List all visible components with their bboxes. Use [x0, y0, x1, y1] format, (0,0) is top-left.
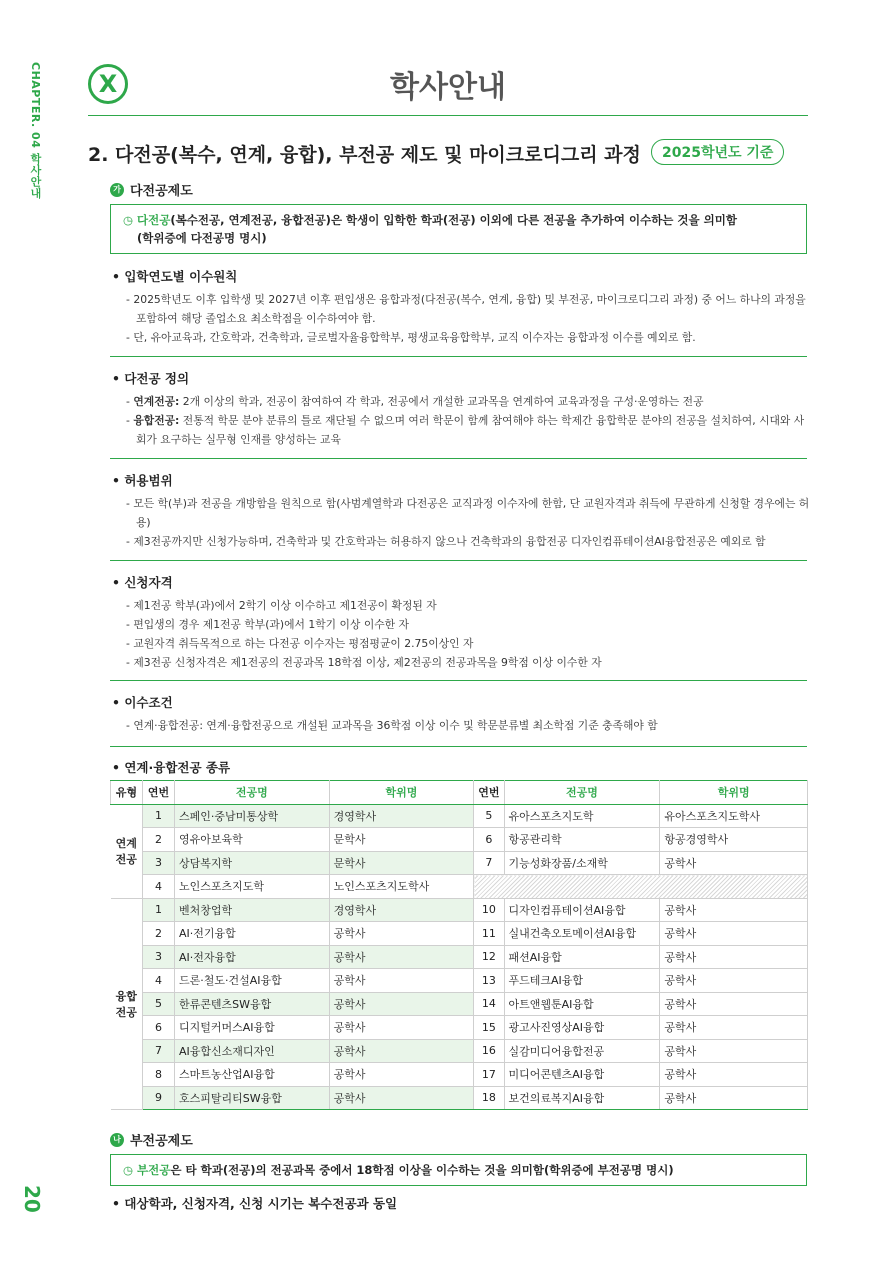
no-cell: 11: [474, 922, 504, 946]
page-header-title: 학사안내: [390, 70, 506, 105]
minor-definition-box: [110, 1154, 807, 1186]
major-cell: 노인스포츠지도학: [174, 875, 329, 899]
linked-definition: - 연계전공: 2개 이상의 학과, 전공이 참여하여 각 학과, 전공에서 개설한 교과목을 연계하여 교육과정을 구성·운영하는 전공: [126, 395, 704, 408]
subsection-heading-b: [110, 1130, 193, 1149]
linked-term: 연계전공:: [133, 395, 180, 408]
major-cell: 광고사진영상AI융합: [504, 1016, 660, 1040]
major-cell: 드론·철도·건설AI융합: [174, 969, 329, 993]
table-row: [111, 828, 808, 852]
major-cell: 디자인컴퓨테이션AI융합: [504, 898, 660, 922]
page-number: 20: [20, 1185, 44, 1213]
table-row: [111, 1039, 808, 1063]
table-row: [111, 804, 808, 828]
no-cell: 18: [474, 1086, 504, 1110]
divider: [110, 560, 807, 561]
degree-cell: 문학사: [329, 828, 474, 852]
clock-icon: ◷: [123, 213, 138, 227]
degree-cell: 공학사: [660, 945, 808, 969]
no-cell: 17: [474, 1063, 504, 1087]
degree-cell: 공학사: [329, 969, 474, 993]
table-row: [111, 875, 808, 899]
major-cell: 실감미디어융합전공: [504, 1039, 660, 1063]
major-cell: 미디어콘텐츠AI융합: [504, 1063, 660, 1087]
major-cell: AI융합신소재디자인: [174, 1039, 329, 1063]
no-cell: 4: [142, 969, 174, 993]
major-cell: 실내건축오토메이션AI융합: [504, 922, 660, 946]
eligibility-body: [126, 596, 811, 672]
chapter-side-label: CHAPTER. 04 학사안내: [29, 62, 42, 199]
clock-icon: ◷: [123, 1163, 138, 1177]
entry-line-1: - 2025학년도 이후 입학생 및 2027년 이후 편입생은 융합과정(다전공(복수, 연계, 융합) 및 부전공, 마이크로디그리 과정) 중 어느 하나의 과정을 포함하여 해당 졸업소요 최소학점을 이수하여야 함.: [126, 293, 806, 325]
major-cell: 기능성화장품/소재학: [504, 851, 660, 875]
no-cell: 5: [474, 804, 504, 828]
no-cell: 9: [142, 1086, 174, 1110]
degree-cell: 문학사: [329, 851, 474, 875]
type-cell: 융합 전공: [111, 898, 143, 1110]
divider: [110, 356, 807, 357]
entry-line-2: - 단, 유아교육과, 간호학과, 건축학과, 글로벌자율융합학부, 평생교육융합학부, 교직 이수자는 융합과정 이수를 예외로 함.: [126, 331, 696, 344]
scope-line-1: - 모든 학(부)과 전공을 개방함을 원칙으로 함(사범계열학과 다전공은 교직과정 이수자에 한함, 단 교원자격과 취득에 무관하게 신청할 경우에는 허용): [126, 497, 810, 529]
major-cell: 영유아보육학: [174, 828, 329, 852]
fusion-text: 전통적 학문 분야 분류의 틀로 재단될 수 없으며 여러 학문이 함께 참여해야 하는 학제간 융합학문 분야의 전공을 설치하여, 시대와 사회가 요구하는 실무형 인재를 양성하는 교육: [136, 414, 805, 446]
scope-body: [126, 494, 811, 551]
table-row: [111, 992, 808, 1016]
eligibility-heading: • 신청자격: [112, 575, 173, 590]
major-cell: 상담복지학: [174, 851, 329, 875]
multi-major-definition-box: [110, 204, 807, 254]
degree-cell: 공학사: [660, 1063, 808, 1087]
completion-body: [126, 716, 811, 735]
degree-cell: 항공경영학사: [660, 828, 808, 852]
col-degree: 학위명: [660, 781, 808, 805]
table-row: [111, 945, 808, 969]
no-cell: 8: [142, 1063, 174, 1087]
major-cell: 유아스포츠지도학: [504, 804, 660, 828]
major-cell: 보건의료복지AI융합: [504, 1086, 660, 1110]
subsection-title-b: 부전공제도: [130, 1134, 193, 1149]
logo-x-icon: X: [88, 64, 128, 104]
major-cell: 패션AI융합: [504, 945, 660, 969]
degree-cell: 경영학사: [329, 898, 474, 922]
no-cell: 1: [142, 804, 174, 828]
degree-cell: 공학사: [660, 898, 808, 922]
eligibility-line-1: - 제1전공 학부(과)에서 2학기 이상 이수하고 제1전공이 확정된 자: [126, 599, 437, 612]
major-cell: AI·전자융합: [174, 945, 329, 969]
scope-line-2: - 제3전공까지만 신청가능하며, 건축학과 및 간호학과는 허용하지 않으나 건축학과의 융합전공 디자인컴퓨테이션AI융합전공은 예외로 함: [126, 535, 766, 548]
degree-cell: 공학사: [660, 851, 808, 875]
table-row: [111, 851, 808, 875]
year-badge: 2025학년도 기준: [651, 139, 784, 165]
completion-heading: • 이수조건: [112, 695, 173, 710]
col-no: 연번: [474, 781, 504, 805]
degree-cell: 공학사: [660, 969, 808, 993]
no-cell: 3: [142, 945, 174, 969]
table-row: [111, 1086, 808, 1110]
header-divider: [88, 115, 808, 116]
degree-cell: 공학사: [329, 992, 474, 1016]
major-types-heading: • 연계·융합전공 종류: [112, 760, 231, 775]
entry-principle-body: [126, 290, 811, 347]
major-cell: 항공관리학: [504, 828, 660, 852]
col-major: 전공명: [174, 781, 329, 805]
minor-term: 부전공: [137, 1163, 171, 1177]
degree-cell: 공학사: [329, 1086, 474, 1110]
major-cell: 벤처창업학: [174, 898, 329, 922]
subsection-heading-a: [110, 180, 193, 199]
major-cell: 한류콘텐츠SW융합: [174, 992, 329, 1016]
linked-text: 2개 이상의 학과, 전공이 참여하여 각 학과, 전공에서 개설한 교과목을 연계하여 교육과정을 구성·운영하는 전공: [179, 395, 704, 408]
col-degree: 학위명: [329, 781, 474, 805]
table-row: [111, 969, 808, 993]
scope-heading: • 허용범위: [112, 473, 173, 488]
no-cell: 4: [142, 875, 174, 899]
divider: [110, 458, 807, 459]
degree-cell: 공학사: [329, 945, 474, 969]
marker-a-icon: 가: [110, 183, 124, 197]
definition-term: 다전공: [137, 213, 171, 227]
no-cell: 6: [474, 828, 504, 852]
no-cell: 12: [474, 945, 504, 969]
completion-line-1: - 연계·융합전공: 연계·융합전공으로 개설된 교과목을 36학점 이상 이수 및 학문분류별 최소학점 기준 충족해야 함: [126, 719, 658, 732]
no-cell: 10: [474, 898, 504, 922]
entry-principle-heading: • 입학연도별 이수원칙: [112, 269, 238, 284]
col-no: 연번: [142, 781, 174, 805]
no-cell: 2: [142, 828, 174, 852]
degree-cell: 유아스포츠지도학사: [660, 804, 808, 828]
major-cell: 스마트농산업AI융합: [174, 1063, 329, 1087]
degree-cell: 공학사: [660, 1086, 808, 1110]
degree-cell: 공학사: [329, 1039, 474, 1063]
fusion-term: 융합전공:: [133, 414, 180, 427]
col-type: 유형: [111, 781, 143, 805]
type-cell: 연계 전공: [111, 804, 143, 898]
major-cell: 아트앤웹툰AI융합: [504, 992, 660, 1016]
no-cell: 3: [142, 851, 174, 875]
degree-cell: 공학사: [660, 1039, 808, 1063]
table-row: [111, 898, 808, 922]
no-cell: 2: [142, 922, 174, 946]
definition-body: [126, 392, 811, 449]
table-row: [111, 922, 808, 946]
definition-text: (복수전공, 연계전공, 융합전공)은 학생이 입학한 학과(전공) 이외에 다른 전공을 추가하여 이수하는 것을 의미함: [170, 213, 737, 227]
table-row: [111, 1016, 808, 1040]
no-cell: 5: [142, 992, 174, 1016]
col-major: 전공명: [504, 781, 660, 805]
subsection-title-a: 다전공제도: [130, 184, 193, 199]
eligibility-line-3: - 교원자격 취득목적으로 하는 다전공 이수자는 평점평균이 2.75이상인 자: [126, 637, 474, 650]
no-cell: 6: [142, 1016, 174, 1040]
degree-cell: 공학사: [660, 992, 808, 1016]
eligibility-line-4: - 제3전공 신청자격은 제1전공의 전공과목 18학점 이상, 제2전공의 전공과목을 9학점 이상 이수한 자: [126, 656, 602, 669]
degree-cell: 경영학사: [329, 804, 474, 828]
no-cell: 1: [142, 898, 174, 922]
minor-definition-text: 은 타 학과(전공)의 전공과목 중에서 18학점 이상을 이수하는 것을 의미함(학위증에 부전공명 명시): [170, 1163, 674, 1177]
no-cell: 13: [474, 969, 504, 993]
fusion-definition: - 융합전공: 전통적 학문 분야 분류의 틀로 재단될 수 없으며 여러 학문이 함께 참여해야 하는 학제간 융합학문 분야의 전공을 설치하여, 시대와 사회가 요구하는 실무형 인재를 양성하는 교육: [126, 414, 805, 446]
table-header-row: [111, 781, 808, 805]
degree-cell: 공학사: [329, 1063, 474, 1087]
degree-cell: 공학사: [660, 1016, 808, 1040]
no-cell: 7: [142, 1039, 174, 1063]
major-cell: 스페인·중남미통상학: [174, 804, 329, 828]
table-row: [111, 1063, 808, 1087]
no-cell: 16: [474, 1039, 504, 1063]
major-cell: 디지털커머스AI융합: [174, 1016, 329, 1040]
major-cell: 호스피탈리티SW융합: [174, 1086, 329, 1110]
section-title: 2. 다전공(복수, 연계, 융합), 부전공 제도 및 마이크로디그리 과정: [88, 144, 641, 166]
degree-cell: 공학사: [329, 922, 474, 946]
divider: [110, 746, 807, 747]
degree-cell: 공학사: [660, 922, 808, 946]
no-cell: 7: [474, 851, 504, 875]
no-cell: 14: [474, 992, 504, 1016]
divider: [110, 680, 807, 681]
degree-cell: 공학사: [329, 1016, 474, 1040]
minor-bullet: • 대상학과, 신청자격, 신청 시기는 복수전공과 동일: [112, 1196, 398, 1211]
major-types-table: [110, 780, 808, 1110]
empty-hatched-cell: [474, 875, 808, 899]
definition-note: (학위증에 다전공명 명시): [137, 231, 267, 245]
major-cell: AI·전기융합: [174, 922, 329, 946]
no-cell: 15: [474, 1016, 504, 1040]
eligibility-line-2: - 편입생의 경우 제1전공 학부(과)에서 1학기 이상 이수한 자: [126, 618, 409, 631]
definition-heading: • 다전공 정의: [112, 371, 190, 386]
degree-cell: 노인스포츠지도학사: [329, 875, 474, 899]
major-cell: 푸드테크AI융합: [504, 969, 660, 993]
marker-b-icon: 나: [110, 1133, 124, 1147]
